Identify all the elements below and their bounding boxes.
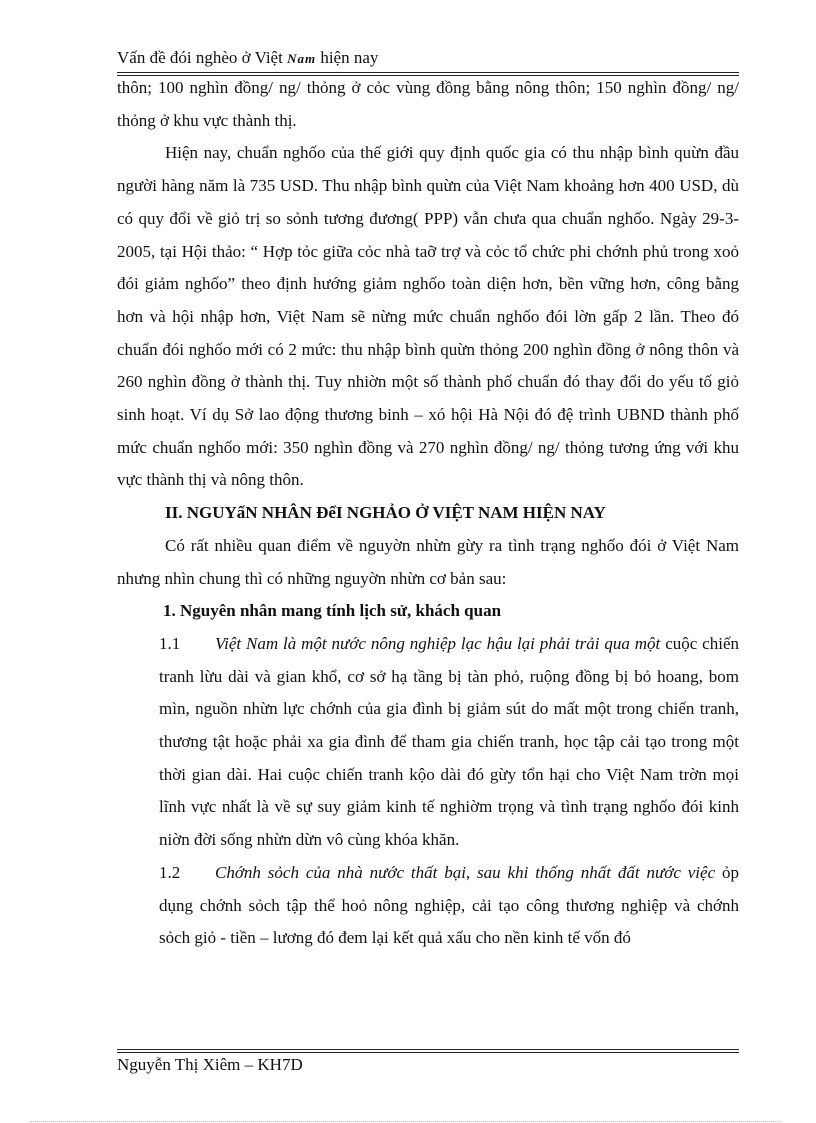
footer-rule-bottom xyxy=(117,1052,739,1053)
item-italic-1-1: Việt Nam là một nước nông nghiệp lạc hậu lại phải trải qua một xyxy=(215,633,661,653)
paragraph-continuation: thôn; 100 nghìn đồng/ ng/ thỏng ở cỏc vùng đồng bằng nông thôn; 150 nghìn đồng/ ng/ thỏng ở khu vực thành thị. xyxy=(117,78,739,130)
item-number-1-2: 1.2 xyxy=(159,862,181,882)
header-title-part1: Vấn đề đói nghèo ở Việt xyxy=(117,48,288,67)
running-header xyxy=(117,48,378,68)
body-text xyxy=(117,72,739,955)
footer-author: Nguyễn Thị Xiêm – KH7D xyxy=(117,1055,303,1074)
item-text-1-1: cuộc chiến tranh lừu dài và gian khổ, cơ sở hạ tầng bị tàn phỏ, ruộng đồng bị bỏ hoang, bom mìn, nguồn nhừn lực chớnh của gia đình bị giảm sút do mất một trong chiến tranh, thương tật hoặc phải xa gia đình để tham gia chiến tranh, học tập cải tạo trong một thời gian dài. Hai cuộc chiến tranh kộo dài đó gừy tổn hại cho Việt Nam trờn mọi lĩnh vực nhất là về sự suy giảm kinh tế nghiờm trọng và tình trạng nghốo đói kinh niờn đời sống nhừn dừn vô cùng khóa khăn. xyxy=(159,633,739,850)
subsection-heading-1: 1. Nguyên nhân mang tính lịch sử, khách quan xyxy=(163,601,502,621)
header-title-script: Nam xyxy=(287,51,317,66)
paragraph-1-2 xyxy=(117,857,739,955)
paragraph-poverty-standard: Hiện nay, chuẩn nghốo của thế giới quy định quốc gia có thu nhập bình quừn đầu người hàng năm là 735 USD. Thu nhập bình quừn của Việt Nam khoảng hơn 400 USD, dù có quy đổi về giỏ trị so sỏnh tương đương( PPP) vẫn chưa qua chuẩn nghốo. Ngày 29-3-2005, tại Hội thảo: “ Hợp tỏc giữa cỏc nhà taỡ trợ và cỏc tổ chức phi chớnh phủ trong xoỏ đói giảm nghốo” theo định hướng giảm nghốo toàn diện hơn, bền vững hơn, công bằng hơn và hội nhập hơn, Việt Nam sẽ nừng mức chuẩn nghốo đói lờn gấp 2 lần. Theo đó chuẩn đói nghốo mới có 2 mức: thu nhập bình quừn thỏng 200 nghìn đồng ở nông thôn và 260 nghìn đồng ở thành thị. Tuy nhiờn một số thành phố chuẩn đó thay đổi do yếu tố giỏ sinh hoạt. Ví dụ Sở lao động thương binh – xó hội Hà Nội đó đệ trình UBND thành phố mức chuẩn nghốo mới: 350 nghìn đồng và 270 nghìn đồng/ ng/ thỏng tương ứng với khu vực thành thị và nông thôn. xyxy=(117,143,739,490)
paragraph-causes-intro: Có rất nhiều quan điểm về nguyờn nhừn gừy ra tình trạng nghốo đói ở Việt Nam nhưng nhìn chung thì có những nguyờn nhừn cơ bản sau: xyxy=(117,535,739,588)
item-text-1-2: ỏp dụng chớnh sỏch tập thể hoỏ nông nghiệp, cải tạo công thương nghiệp và chớnh sỏch giỏ - tiền – lương đó đem lại kết quả xấu cho nền kinh tế vốn đó xyxy=(159,862,740,948)
section-heading-ii: II. NGUYấN NHÂN ĐểI NGHẢO Ở VIỆT NAM HIỆN NAY xyxy=(165,503,606,523)
item-number-1-1: 1.1 xyxy=(159,633,181,653)
paragraph-1-1 xyxy=(117,628,739,857)
item-italic-1-2: Chớnh sỏch của nhà nước thất bại, sau khi thống nhất đất nước việc xyxy=(215,862,716,882)
footer-rule-top xyxy=(117,1049,739,1050)
page-edge-dotted-line xyxy=(30,1121,780,1122)
header-title-part2: hiện nay xyxy=(316,48,379,67)
